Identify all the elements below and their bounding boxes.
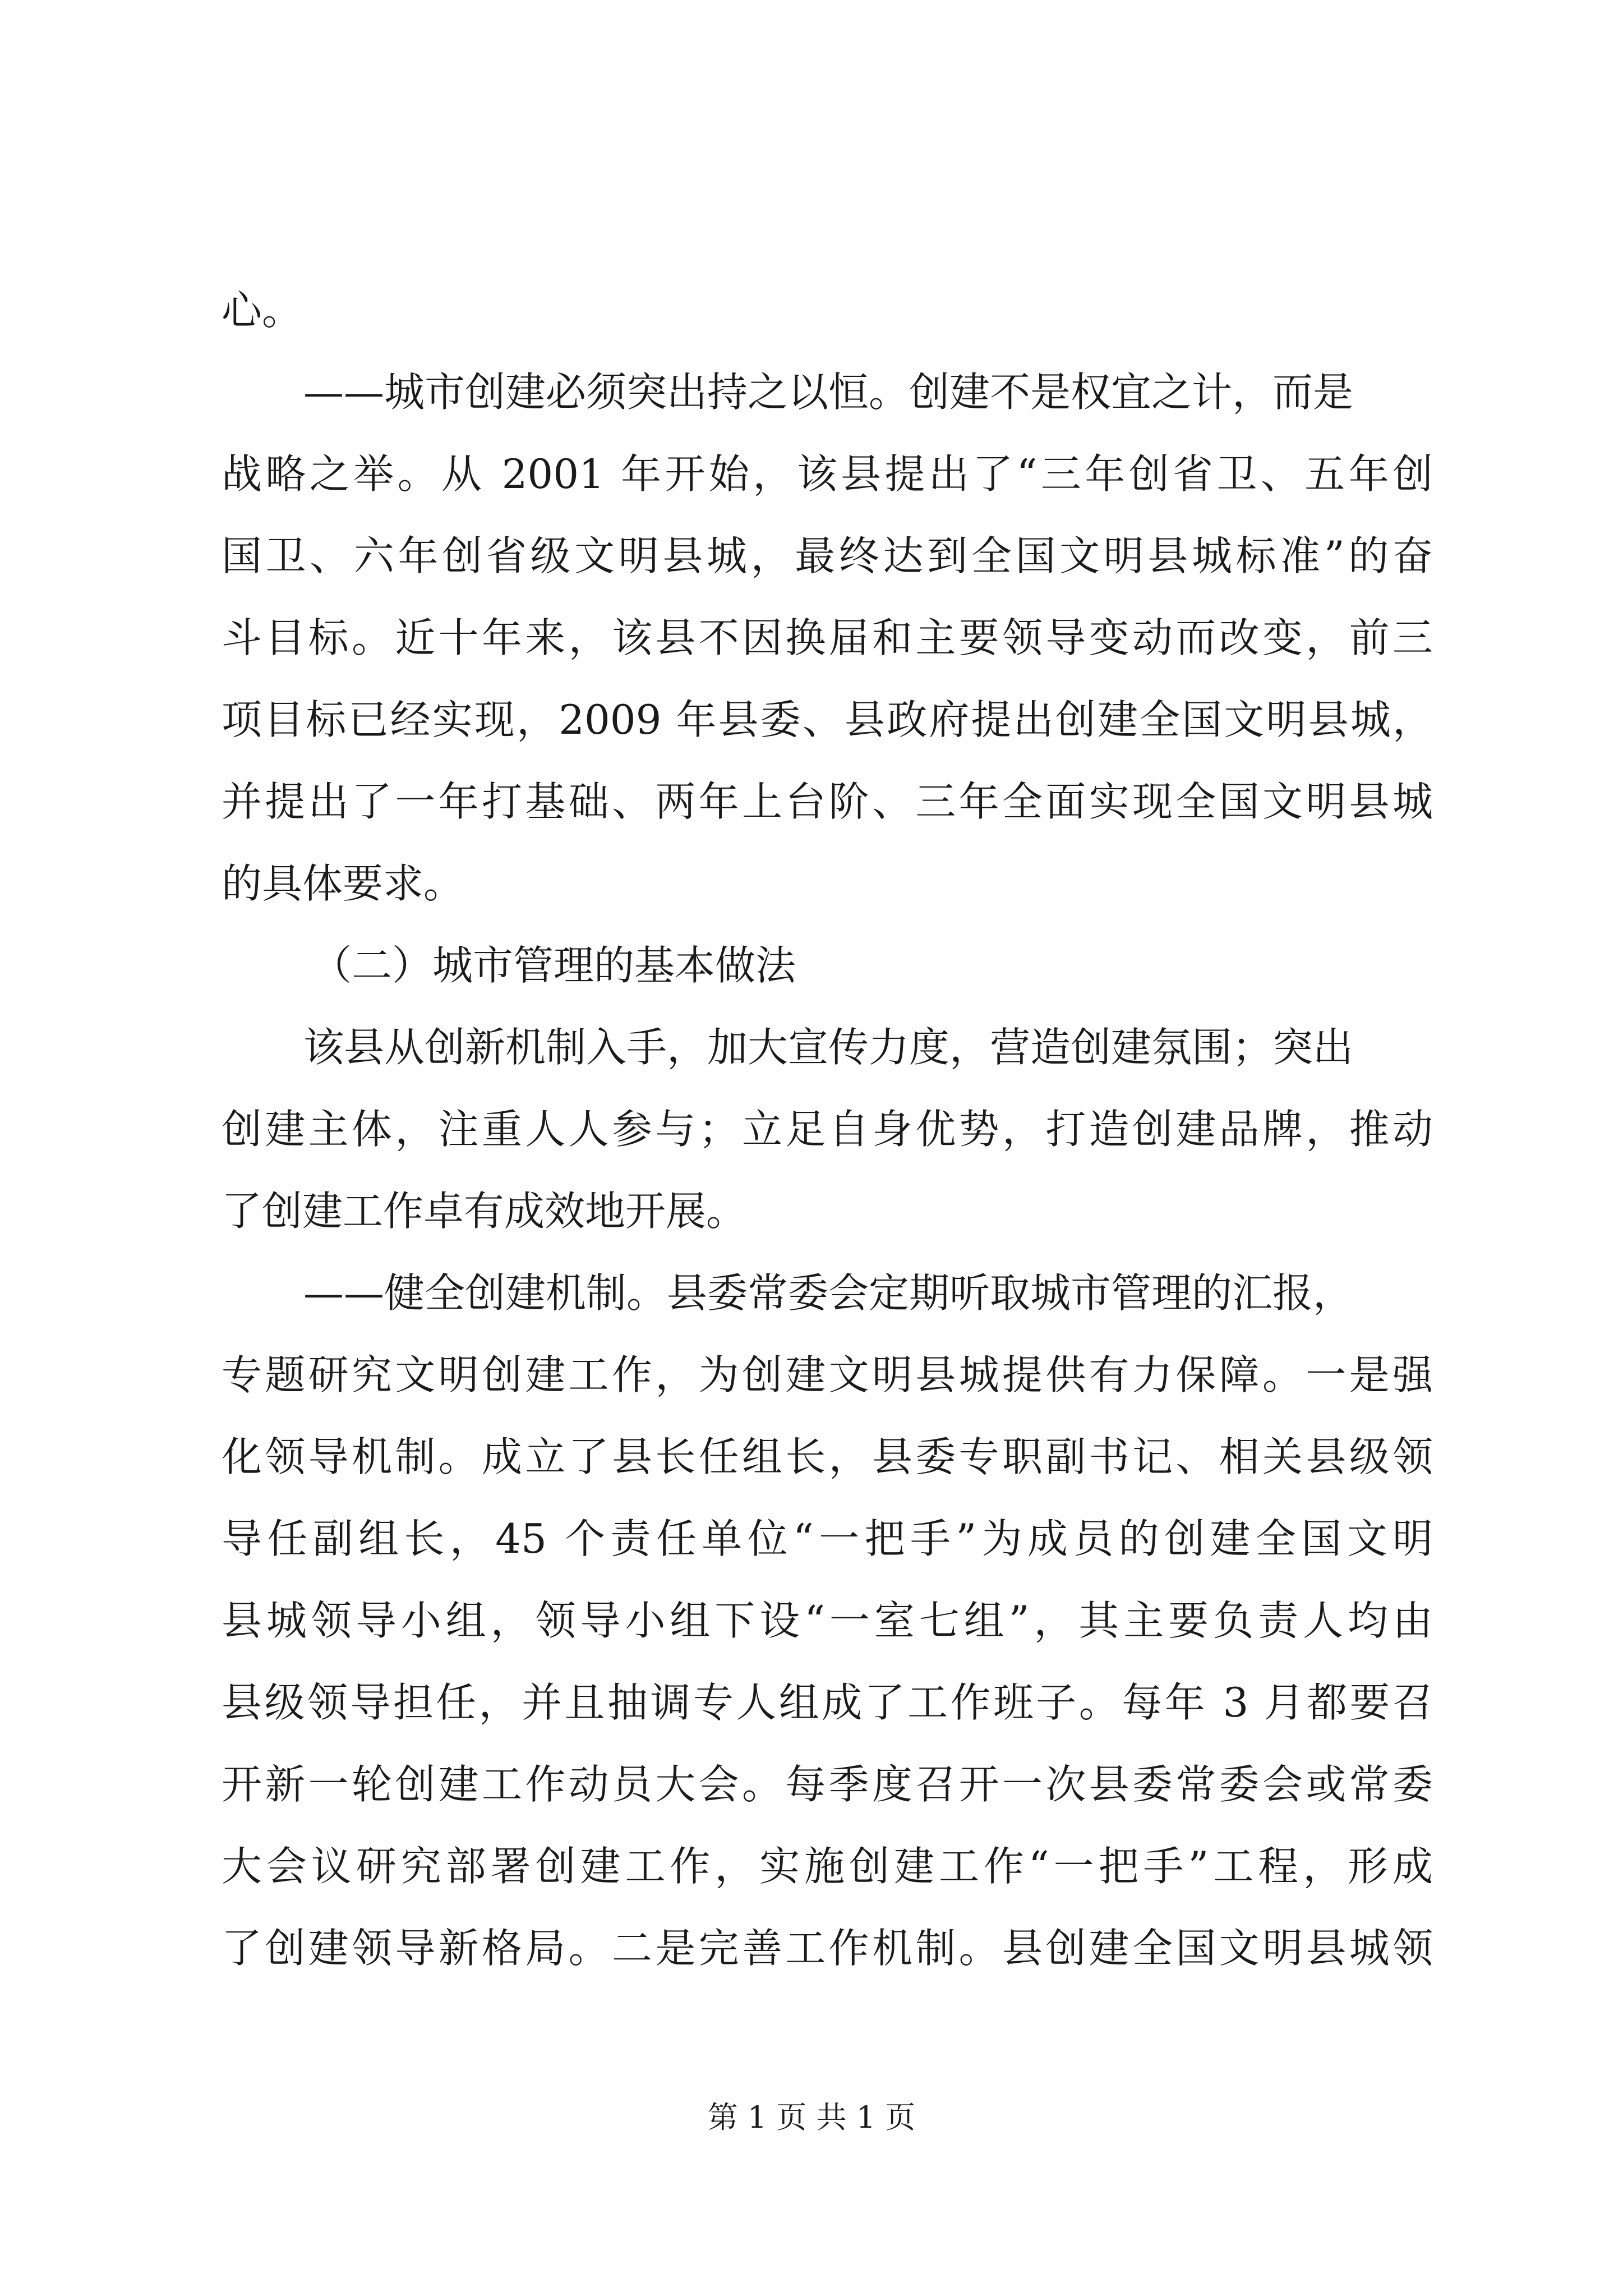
text-line: 并提出了一年打基础、两年上台阶、三年全面实现全国文明县城 — [222, 778, 1433, 825]
text-line: 县级领导担任，并且抽调专人组成了工作班子。每年 3 月都要召 — [222, 1679, 1433, 1726]
text-line: 化领导机制。成立了县长任组长，县委专职副书记、相关县级领 — [222, 1433, 1433, 1480]
page-footer: 第 1 页 共 1 页 — [707, 2100, 916, 2135]
text-line: 了创建领导新格局。二是完善工作机制。县创建全国文明县城领 — [222, 1925, 1433, 1972]
text-line: 国卫、六年创省级文明县城，最终达到全国文明县城标准”的奋 — [222, 532, 1433, 579]
text-line: 项目标已经实现，2009 年县委、县政府提出创建全国文明县城， — [222, 696, 1433, 743]
text-line: 导任副组长，45 个责任单位“一把手”为成员的创建全国文明 — [222, 1515, 1433, 1562]
text-line: 了创建工作卓有成效地开展。 — [222, 1188, 747, 1235]
text-line: 该县从创新机制入手，加大宣传力度，营造创建氛围；突出 — [303, 1024, 1354, 1071]
text-line: 创建主体，注重人人参与；立足自身优势，打造创建品牌，推动 — [222, 1106, 1433, 1153]
text-line: ——健全创建机制。县委常委会定期听取城市管理的汇报， — [303, 1269, 1354, 1317]
text-line: 斗目标。近十年来，该县不因换届和主要领导变动而改变，前三 — [222, 614, 1433, 661]
text-line: 大会议研究部署创建工作，实施创建工作“一把手”工程，形成 — [222, 1843, 1433, 1890]
text-line: 开新一轮创建工作动员大会。每季度召开一次县委常委会或常委 — [222, 1761, 1433, 1808]
text-line: 的具体要求。 — [222, 860, 464, 907]
text-line: 县城领导小组，领导小组下设“一室七组”，其主要负责人均由 — [222, 1597, 1433, 1644]
document-body — [222, 269, 1433, 1989]
text-line: ——城市创建必须突出持之以恒。创建不是权宜之计，而是 — [303, 369, 1354, 416]
text-line: 心。 — [222, 287, 303, 334]
text-line: 专题研究文明创建工作，为创建文明县城提供有力保障。一是强 — [222, 1351, 1433, 1398]
section-heading: （二）城市管理的基本做法 — [311, 942, 796, 989]
text-line: 战略之举。从 2001 年开始，该县提出了“三年创省卫、五年创 — [222, 450, 1433, 498]
